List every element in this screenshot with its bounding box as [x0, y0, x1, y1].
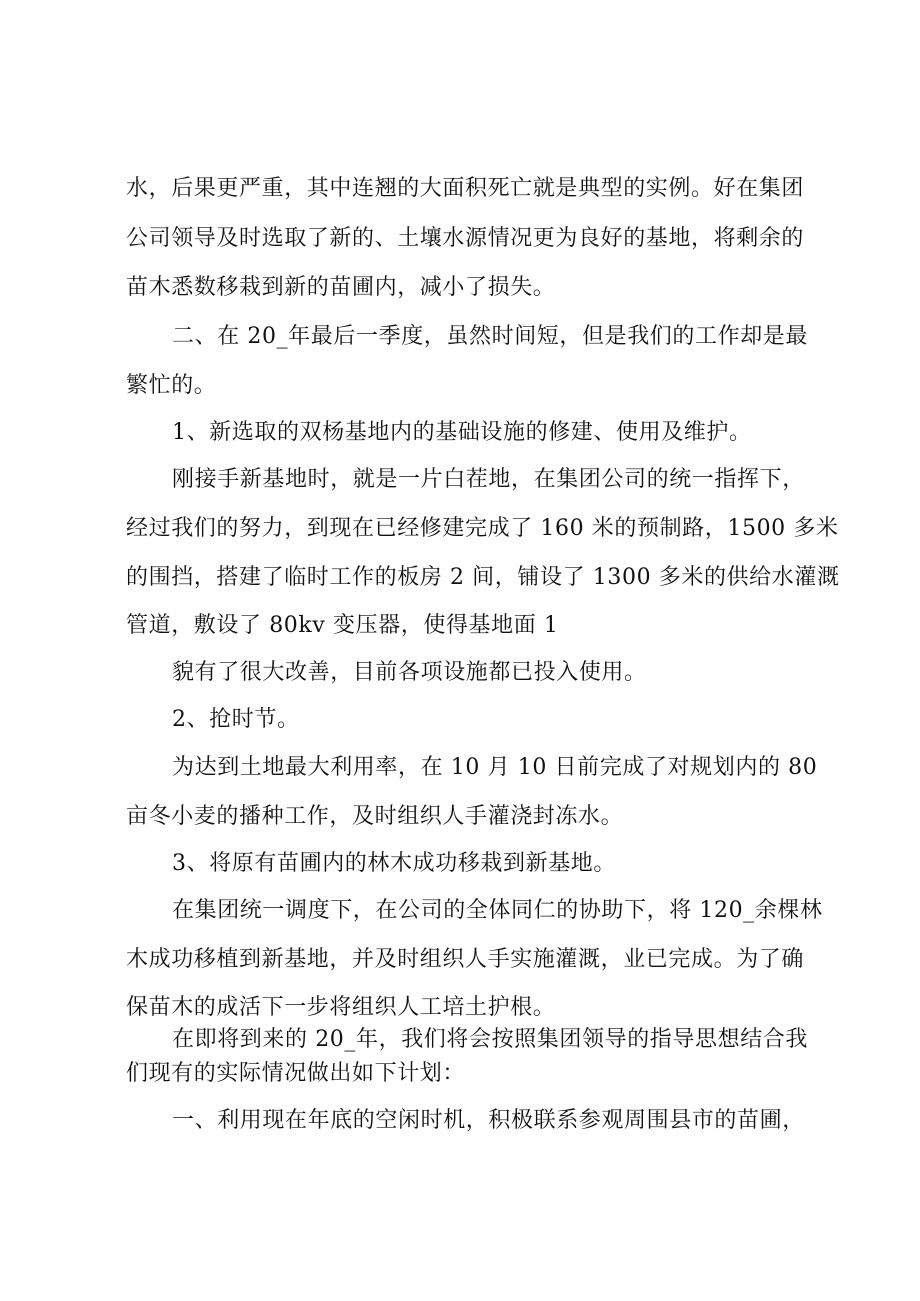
text-line: 的围挡，搭建了临时工作的板房 2 间，铺设了 1300 多米的供给水灌溉: [126, 565, 840, 590]
text-line: 公司领导及时选取了新的、土壤水源情况更为良好的基地，将剩余的: [126, 226, 805, 251]
text-line: 2、抢时节。: [172, 707, 300, 732]
text-line: 为达到土地最大利用率，在 10 月 10 日前完成了对规划内的 80: [172, 755, 818, 780]
text-line: 繁忙的。: [126, 373, 217, 398]
text-line: 木成功移植到新基地，并及时组织人手实施灌溉，业已完成。为了确: [126, 947, 805, 972]
text-line: 在集团统一调度下，在公司的全体同仁的协助下，将 120_余棵林: [172, 898, 823, 923]
text-line: 保苗木的成活下一步将组织人工培土护根。: [126, 995, 556, 1020]
text-line: 貌有了很大改善，目前各项设施都已投入使用。: [172, 660, 647, 685]
text-line: 二、在 20_年最后一季度，虽然时间短，但是我们的工作却是最: [172, 324, 808, 349]
text-line: 管道，敷设了 80kv 变压器，使得基地面 1: [126, 613, 559, 638]
text-line: 苗木悉数移栽到新的苗圃内，减小了损失。: [126, 275, 556, 300]
text-line: 水，后果更严重，其中连翘的大面积死亡就是典型的实例。好在集团: [126, 176, 805, 201]
text-line: 亩冬小麦的播种工作，及时组织人手灌浇封冻水。: [126, 804, 624, 829]
text-line: 们现有的实际情况做出如下计划：: [126, 1061, 466, 1086]
text-line: 刚接手新基地时，就是一片白茬地，在集团公司的统一指挥下，: [172, 467, 805, 492]
text-line: 1、新选取的双杨基地内的基础设施的修建、使用及维护。: [172, 420, 752, 445]
text-line: 经过我们的努力，到现在已经修建完成了 160 米的预制路，1500 多米: [126, 516, 839, 541]
text-line: 3、将原有苗圃内的林木成功移栽到新基地。: [172, 851, 616, 876]
text-line: 一、利用现在年底的空闲时机，积极联系参观周围县市的苗圃，: [172, 1108, 805, 1133]
text-line: 在即将到来的 20_年，我们将会按照集团领导的指导思想结合我: [172, 1027, 808, 1052]
